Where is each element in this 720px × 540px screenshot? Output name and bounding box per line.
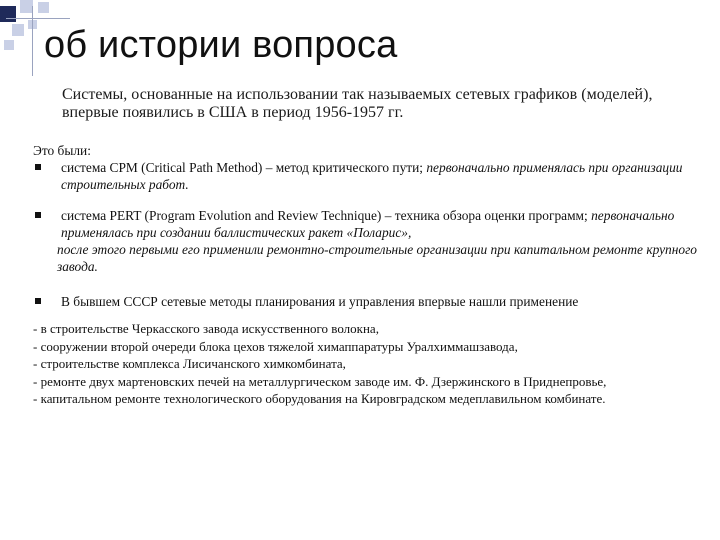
bullet-cpm (33, 159, 705, 193)
list-item: - капитальном ремонте технологического оборудования на Кировградском медеплавильном комбинате. (33, 391, 606, 407)
square-light-3 (12, 24, 24, 36)
list-item: - сооружении второй очереди блока цехов тяжелой химаппаратуры Уралхиммашзавода, (33, 338, 518, 354)
horizontal-frame-line (6, 18, 70, 19)
square-light-2 (38, 2, 49, 13)
bullet-square-icon (35, 212, 41, 218)
list-item: - строительстве комплекса Лисичанского химкомбината, (33, 356, 346, 372)
intro-paragraph: Системы, основанные на использовании так называемых сетевых графиков (моделей), впервые появились в США в период 1956-1957 гг. (62, 86, 653, 121)
bullet-pert (33, 207, 705, 241)
application-list (33, 320, 705, 408)
bullet-square-icon (35, 298, 41, 304)
bullet-ussr-text: В бывшем СССР сетевые методы планирования и управления впервые нашли применение (61, 294, 579, 309)
bullet-square-icon (35, 164, 41, 170)
bullet-pert-text: система PERT (Program Evolution and Review Technique) – техника обзора оценки программ; (61, 208, 592, 223)
bullet-cpm-italic: первоначально применялась при организации строительных работ. (61, 160, 683, 192)
list-label: Это были: (33, 143, 91, 158)
bullet-ussr (33, 293, 705, 310)
vertical-frame-line (32, 6, 33, 76)
square-dark-1 (0, 6, 16, 22)
list-item: - ремонте двух мартеновских печей на металлургическом заводе им. Ф. Дзержинского в Приднепровье, (33, 373, 607, 389)
bullet-cpm-text: система CPM (Critical Path Method) – метод критического пути; (61, 160, 427, 175)
slide-body (33, 142, 705, 408)
slide-title: об истории вопроса (44, 24, 398, 66)
bullet-pert-italic-1: первоначально применялась при создании баллистических ракет «Поларис», (61, 208, 675, 240)
square-light-4 (4, 40, 14, 50)
bullet-pert-italic-2: после этого первыми его применили ремонтно-строительные организации при капитальном ремонте крупного завода. (57, 242, 698, 274)
list-item: - в строительстве Черкасского завода искусственного волокна, (33, 321, 379, 336)
